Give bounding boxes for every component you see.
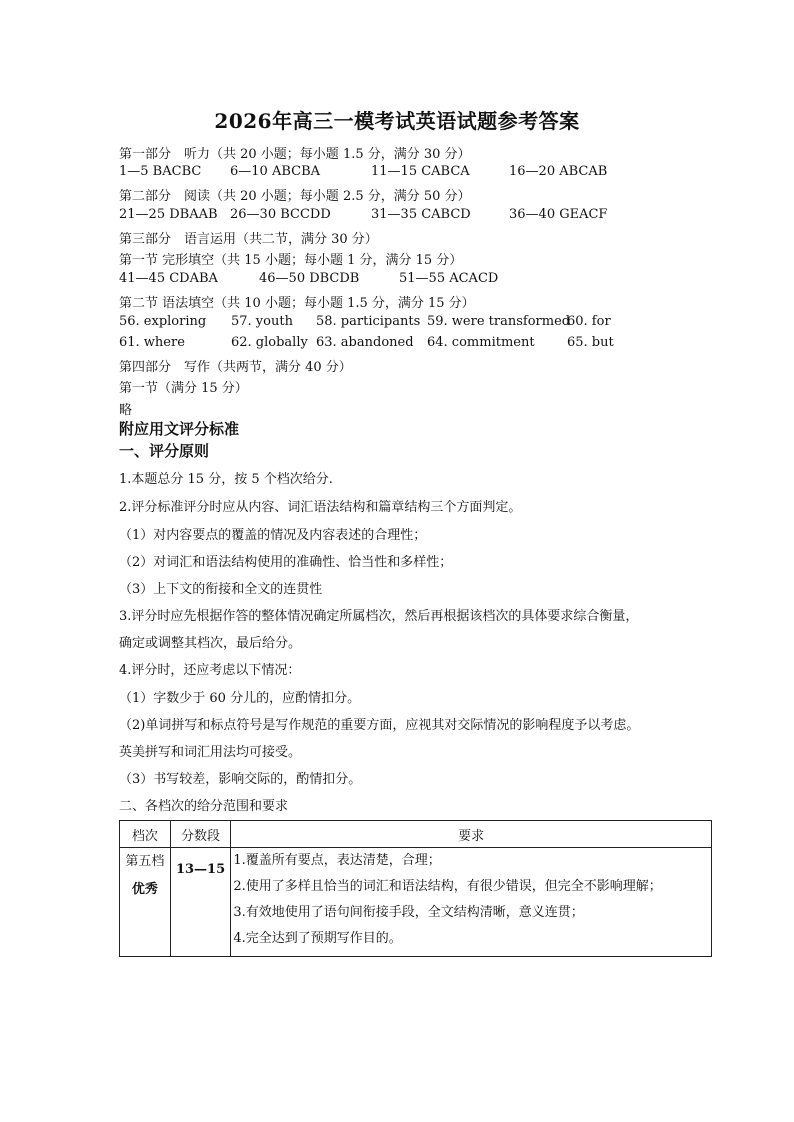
rubric-paragraph: （3）书写较差，影响交际的，酌情扣分。: [119, 772, 362, 787]
level-cell: [120, 848, 171, 957]
table-header-row: [120, 821, 712, 848]
cloze-heading: 第一节 完形填空（共 15 小题；每小题 1 分，满分 15 分）: [119, 253, 463, 268]
rubric-paragraph: （2)单词拼写和标点符号是写作规范的重要方面，应视其对交际情况的影响程度予以考虑。: [119, 718, 640, 733]
part1-heading: 第一部分 听力（共 20 小题；每小题 1.5 分，满分 30 分）: [119, 147, 471, 162]
grammar-answer: 59. were transformed: [427, 314, 571, 329]
answer-group: 11—15 CABCA: [371, 164, 470, 179]
rubric-paragraph: 确定或调整其档次，最后给分。: [119, 636, 302, 651]
principles-heading: 一、评分原则: [119, 442, 210, 460]
rubric-paragraph: 3.评分时应先根据作答的整体情况确定所属档次，然后再根据该档次的具体要求综合衡量，: [119, 609, 639, 624]
grammar-answer: 62. globally: [231, 335, 308, 350]
grammar-answer: 63. abandoned: [316, 335, 414, 350]
writing-section1-heading: 第一节（满分 15 分）: [119, 381, 248, 396]
page-title: 2026年高三一模考试英语试题参考答案: [214, 109, 580, 133]
requirement-item: 1.覆盖所有要点，表达清楚，合理；: [233, 853, 441, 868]
requirement-item: 3.有效地使用了语句间衔接手段，全文结构清晰，意义连贯；: [233, 905, 584, 920]
rubric-title: 附应用文评分标准: [119, 420, 240, 438]
answer-group: 1—5 BACBC: [119, 164, 202, 179]
answer-group: 6—10 ABCBA: [230, 164, 321, 179]
writing-section1-body: 略: [119, 403, 133, 418]
table-header: 档次: [120, 821, 171, 848]
rubric-paragraph: （3）上下文的衔接和全文的连贯性: [119, 582, 323, 597]
levels-heading: 二、各档次的给分范围和要求: [119, 799, 289, 814]
grammar-answer: 64. commitment: [427, 335, 535, 350]
grammar-answer: 57. youth: [231, 314, 293, 329]
rubric-paragraph: （1）对内容要点的覆盖的情况及内容表述的合理性；: [119, 528, 427, 543]
grammar-answer: 61. where: [119, 335, 185, 350]
requirement-item: 4.完全达到了预期写作目的。: [233, 931, 402, 946]
grammar-heading: 第二节 语法填空（共 10 小题；每小题 1.5 分，满分 15 分）: [119, 296, 475, 311]
scoring-table: [119, 820, 712, 957]
answer-group: 41—45 CDABA: [119, 271, 218, 286]
rubric-paragraph: 1.本题总分 15 分，按 5 个档次给分.: [119, 472, 333, 487]
score-range: 13—15: [170, 848, 231, 957]
answer-group: 46—50 DBCDB: [259, 271, 360, 286]
table-header: 要求: [231, 821, 712, 848]
part4-heading: 第四部分 写作（共两节，满分 40 分）: [119, 360, 352, 375]
level-label: 优秀: [131, 882, 158, 897]
part2-heading: 第二部分 阅读（共 20 小题；每小题 2.5 分，满分 50 分）: [119, 189, 471, 204]
table-header: 分数段: [170, 821, 231, 848]
answer-group: 36—40 GEACF: [509, 207, 608, 222]
requirements-cell: [231, 848, 712, 957]
answer-group: 31—35 CABCD: [371, 207, 471, 222]
level-name: 第五档: [125, 854, 165, 869]
answer-group: 26—30 BCCDD: [230, 207, 331, 222]
part3-heading: 第三部分 语言运用（共二节，满分 30 分）: [119, 232, 378, 247]
rubric-paragraph: 英美拼写和词汇用法均可接受。: [119, 745, 302, 760]
rubric-paragraph: （2）对词汇和语法结构使用的准确性、恰当性和多样性；: [119, 555, 453, 570]
answer-group: 21—25 DBAAB: [119, 207, 218, 222]
requirement-item: 2.使用了多样且恰当的词汇和语法结构，有很少错误，但完全不影响理解；: [233, 879, 662, 894]
grammar-answer: 58. participants: [316, 314, 421, 329]
table-row: [120, 848, 712, 957]
rubric-paragraph: （1）字数少于 60 分儿的，应酌情扣分。: [119, 691, 361, 706]
rubric-paragraph: 2.评分标准评分时应从内容、词汇语法结构和篇章结构三个方面判定。: [119, 500, 522, 515]
grammar-answer: 56. exploring: [119, 314, 207, 329]
answer-group: 16—20 ABCAB: [509, 164, 608, 179]
grammar-answer: 65. but: [567, 335, 614, 350]
answer-group: 51—55 ACACD: [399, 271, 499, 286]
grammar-answer: 60. for: [567, 314, 611, 329]
rubric-paragraph: 4.评分时，还应考虑以下情况：: [119, 663, 301, 678]
